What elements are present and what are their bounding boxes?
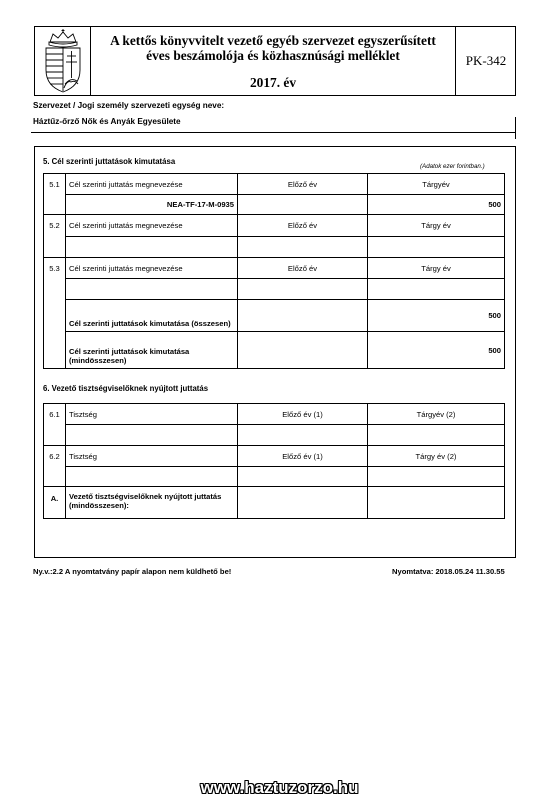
column-header-prev: Előző év: [238, 258, 368, 279]
table-row: [44, 300, 505, 332]
column-header-name: Cél szerinti juttatás megnevezése: [66, 174, 238, 195]
total-label: Vezető tisztségviselőknek nyújtott juttatás (mindösszesen):: [66, 487, 238, 519]
table-row: [44, 446, 505, 467]
grand-total-curr-value: 500: [368, 332, 505, 369]
form-title-line1: A kettős könyvvitelt vezető egyéb szervezet egyszerűsített: [110, 33, 436, 48]
table-row: [44, 404, 505, 425]
item-prev-value: [238, 237, 368, 258]
section5-unit-note: (Adatok ezer forintban.): [420, 163, 485, 170]
form-title: [92, 33, 454, 63]
organization-field-end: [515, 117, 516, 139]
organization-name: Háztűz-őrző Nők és Anyák Egyesülete: [33, 117, 181, 126]
section5-table: [43, 173, 505, 369]
website-watermark: www.haztuzorzo.hu: [200, 778, 359, 797]
column-header-position: Tisztség: [66, 404, 238, 425]
item-curr-value: [368, 279, 505, 300]
column-header-curr: Tárgy év: [368, 258, 505, 279]
table-row: [44, 279, 505, 300]
item-curr-value: 500: [368, 195, 505, 215]
row-number: 5.1: [44, 174, 66, 195]
section5-title: 5. Cél szerinti juttatások kimutatása: [43, 157, 176, 166]
total-curr-value: 500: [368, 300, 505, 332]
header-divider: [90, 26, 91, 96]
table-row: [44, 332, 505, 369]
section6-table: [43, 403, 505, 519]
organization-underline: [31, 132, 516, 133]
grand-total-prev-value: [238, 332, 368, 369]
total-prev-value: [238, 487, 368, 519]
footer-print-timestamp: Nyomtatva: 2018.05.24 11.30.55: [392, 567, 505, 576]
column-header-curr: Tárgyév: [368, 174, 505, 195]
table-row: [44, 487, 505, 519]
column-header-prev: Előző év (1): [238, 404, 368, 425]
section6-title: 6. Vezető tisztségviselőknek nyújtott juttatás: [43, 384, 209, 393]
column-header-curr: Tárgy év: [368, 215, 505, 237]
table-row: [44, 425, 505, 446]
form-code: PK-342: [465, 53, 507, 68]
table-row: [44, 215, 505, 237]
table-row: [44, 237, 505, 258]
row-number: 5.2: [44, 215, 66, 237]
table-row: [44, 174, 505, 195]
column-header-prev: Előző év: [238, 215, 368, 237]
column-header-curr: Tárgy év (2): [368, 446, 505, 467]
form-title-line2: éves beszámolója és közhasznúsági melléklet: [146, 48, 400, 63]
organization-label: Szervezet / Jogi személy szervezeti egység neve:: [33, 101, 225, 110]
total-curr-value: [368, 487, 505, 519]
item-prev-value: [238, 195, 368, 215]
total-label: Cél szerinti juttatások kimutatása (összesen): [66, 300, 238, 332]
column-header-position: Tisztség: [66, 446, 238, 467]
table-row: [44, 258, 505, 279]
form-year: 2017. év: [249, 75, 297, 90]
table-row: [44, 195, 505, 215]
row-number: 5.3: [44, 258, 66, 279]
item-curr-value: [368, 237, 505, 258]
column-header-name: Cél szerinti juttatás megnevezése: [66, 258, 238, 279]
footer-notice: Ny.v.:2.2 A nyomtatvány papír alapon nem küldhető be!: [33, 567, 232, 576]
grand-total-label: Cél szerinti juttatások kimutatása (mindösszesen): [66, 332, 238, 369]
row-number: 6.2: [44, 446, 66, 467]
item-name: [66, 237, 238, 258]
table-row: [44, 467, 505, 487]
total-prev-value: [238, 300, 368, 332]
item-name: [66, 279, 238, 300]
column-header-name: Cél szerinti juttatás megnevezése: [66, 215, 238, 237]
row-number: 6.1: [44, 404, 66, 425]
item-name: NEA-TF-17-M-0935: [66, 195, 238, 215]
total-row-label: A.: [44, 487, 66, 519]
item-prev-value: [238, 279, 368, 300]
hungarian-coat-of-arms-icon: [36, 28, 90, 94]
column-header-prev: Előző év (1): [238, 446, 368, 467]
column-header-curr: Tárgyév (2): [368, 404, 505, 425]
column-header-prev: Előző év: [238, 174, 368, 195]
